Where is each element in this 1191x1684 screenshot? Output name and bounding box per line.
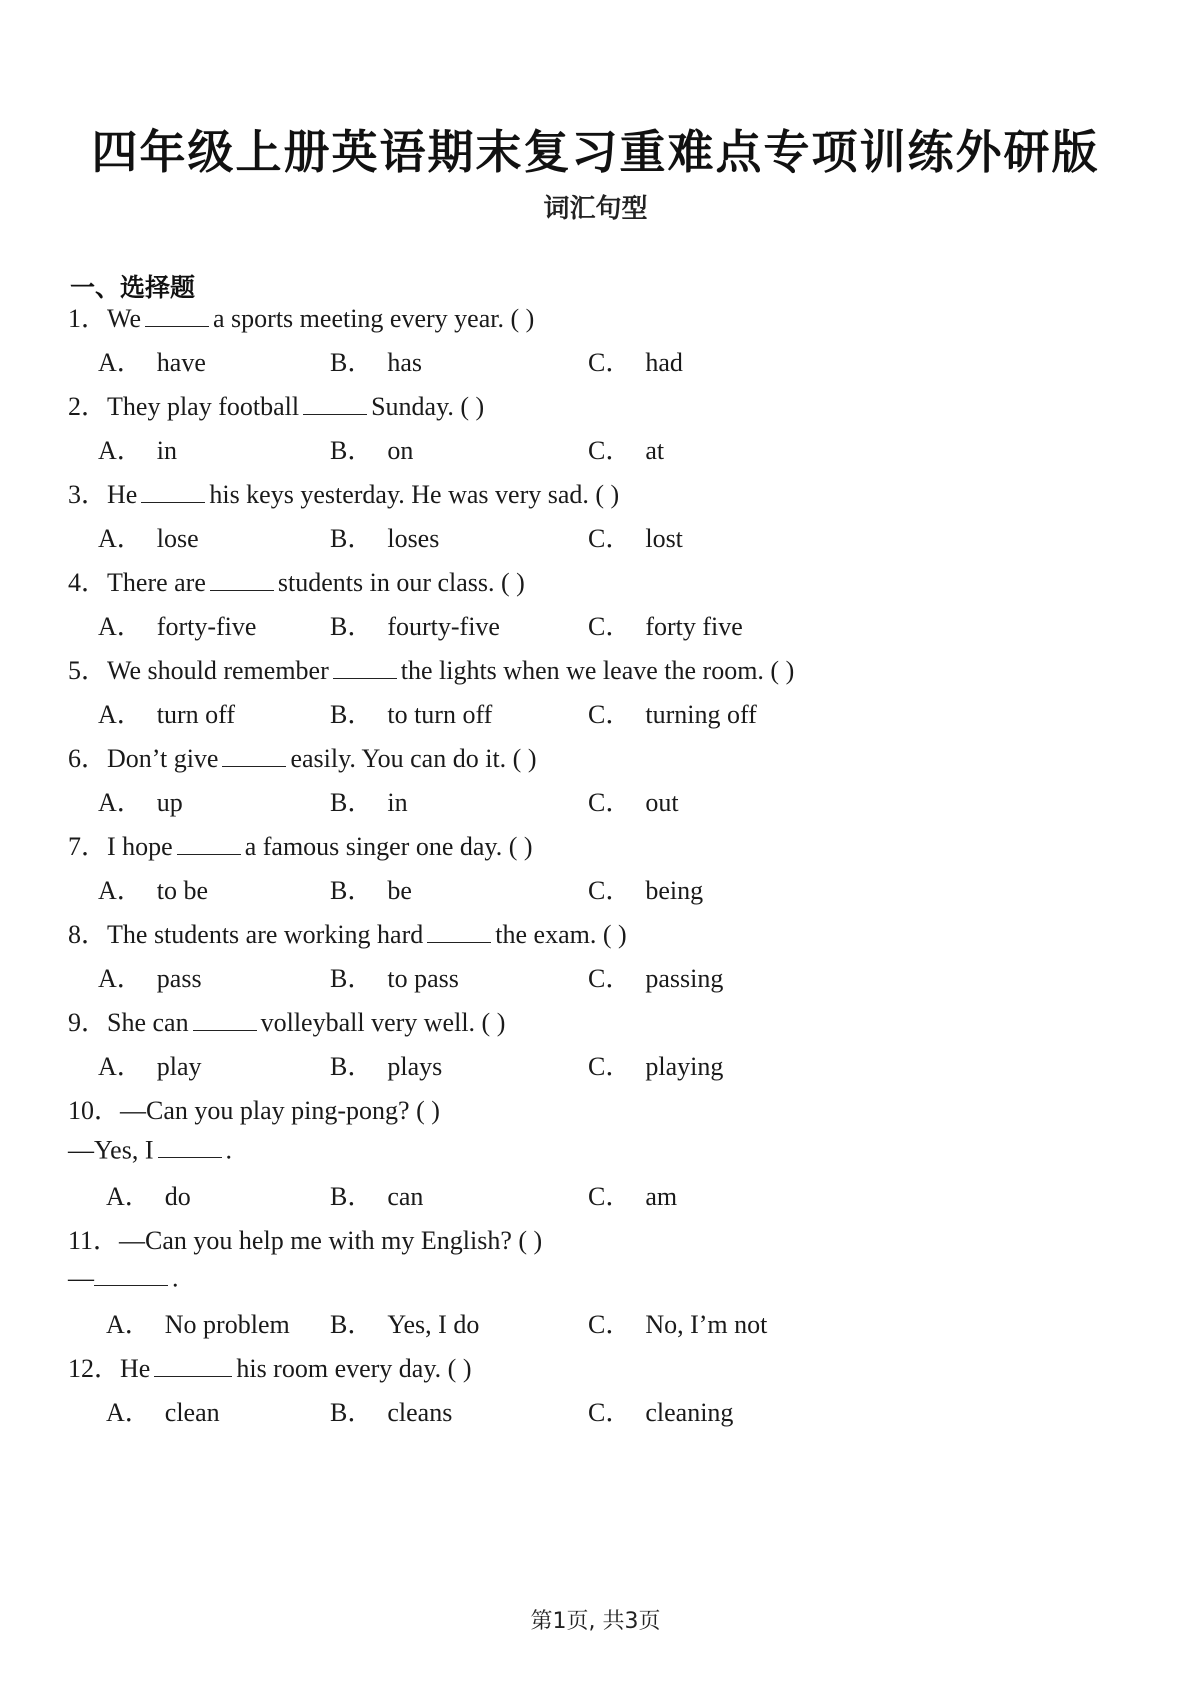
answer-blank <box>177 831 241 855</box>
q11-option-a: A． No problem <box>106 1310 290 1339</box>
page-subtitle: 词汇句型 <box>543 194 648 224</box>
q8-option-a: A． pass <box>98 964 202 993</box>
answer-blank <box>210 567 274 591</box>
q3-option-a: A． lose <box>98 524 199 553</box>
answer-blank <box>303 391 367 415</box>
page-number-footer: 第1页, 共3页 <box>530 1609 661 1634</box>
q8-option-c: C． passing <box>588 964 724 993</box>
q5-option-b: B． to turn off <box>330 700 493 729</box>
answer-blank <box>154 1353 232 1377</box>
q9-option-c: C． playing <box>588 1052 724 1081</box>
question-11-reply: — . <box>68 1263 179 1293</box>
q11-option-c: C． No, I’m not <box>588 1310 768 1339</box>
answer-blank <box>333 655 397 679</box>
q12-option-c: C． cleaning <box>588 1398 734 1427</box>
q1-option-c: C． had <box>588 348 683 377</box>
answer-blank <box>193 1007 257 1031</box>
q5-option-c: C． turning off <box>588 700 757 729</box>
section-heading: 一、选择题 <box>70 273 196 302</box>
q8-option-b: B． to pass <box>330 964 459 993</box>
q12-option-a: A． clean <box>106 1398 220 1427</box>
page-title: 四年级上册英语期末复习重难点专项训练外研版 <box>91 125 1100 179</box>
q7-option-b: B． be <box>330 876 412 905</box>
q1-option-b: B． has <box>330 348 423 377</box>
q6-option-a: A． up <box>98 788 183 817</box>
answer-blank <box>145 303 209 327</box>
q1-option-a: A． have <box>98 348 206 377</box>
q4-option-b: B． fourty-five <box>330 612 500 641</box>
answer-blank <box>158 1134 222 1158</box>
q7-option-c: C． being <box>588 876 704 905</box>
q9-option-b: B． plays <box>330 1052 443 1081</box>
q6-option-c: C． out <box>588 788 679 817</box>
question-10: 10．—Can you play ping-pong? ( ) <box>68 1096 440 1125</box>
question-4: 4．There are students in our class. ( ) <box>68 568 525 597</box>
question-12: 12．He his room every day. ( ) <box>68 1354 472 1383</box>
question-10-reply: —Yes, I . <box>68 1135 232 1165</box>
q2-option-c: C． at <box>588 436 665 465</box>
question-3: 3．He his keys yesterday. He was very sad. ( ) <box>68 480 620 509</box>
q11-option-b: B． Yes, I do <box>330 1310 480 1339</box>
question-9: 9．She can volleyball very well. ( ) <box>68 1008 506 1037</box>
answer-blank <box>141 479 205 503</box>
question-6: 6．Don’t give easily. You can do it. ( ) <box>68 744 537 773</box>
q12-option-b: B． cleans <box>330 1398 453 1427</box>
q4-option-a: A． forty-five <box>98 612 257 641</box>
q3-option-b: B． loses <box>330 524 440 553</box>
q3-option-c: C． lost <box>588 524 683 553</box>
q7-option-a: A． to be <box>98 876 209 905</box>
question-1: 1．We a sports meeting every year. ( ) <box>68 304 535 333</box>
q9-option-a: A． play <box>98 1052 202 1081</box>
q10-option-a: A． do <box>106 1182 191 1211</box>
q4-option-c: C． forty five <box>588 612 743 641</box>
q5-option-a: A． turn off <box>98 700 236 729</box>
question-11: 11．—Can you help me with my English? ( ) <box>68 1226 543 1255</box>
question-5: 5．We should remember the lights when we leave the room. ( ) <box>68 656 795 685</box>
q2-option-a: A． in <box>98 436 178 465</box>
question-8: 8．The students are working hard the exam. ( ) <box>68 920 627 949</box>
answer-blank <box>94 1262 168 1286</box>
question-7: 7．I hope a famous singer one day. ( ) <box>68 832 533 861</box>
q2-option-b: B． on <box>330 436 414 465</box>
q10-option-b: B． can <box>330 1182 424 1211</box>
answer-blank <box>222 743 286 767</box>
q10-option-c: C． am <box>588 1182 678 1211</box>
q6-option-b: B． in <box>330 788 408 817</box>
answer-blank <box>427 919 491 943</box>
question-2: 2．They play football Sunday. ( ) <box>68 392 485 421</box>
